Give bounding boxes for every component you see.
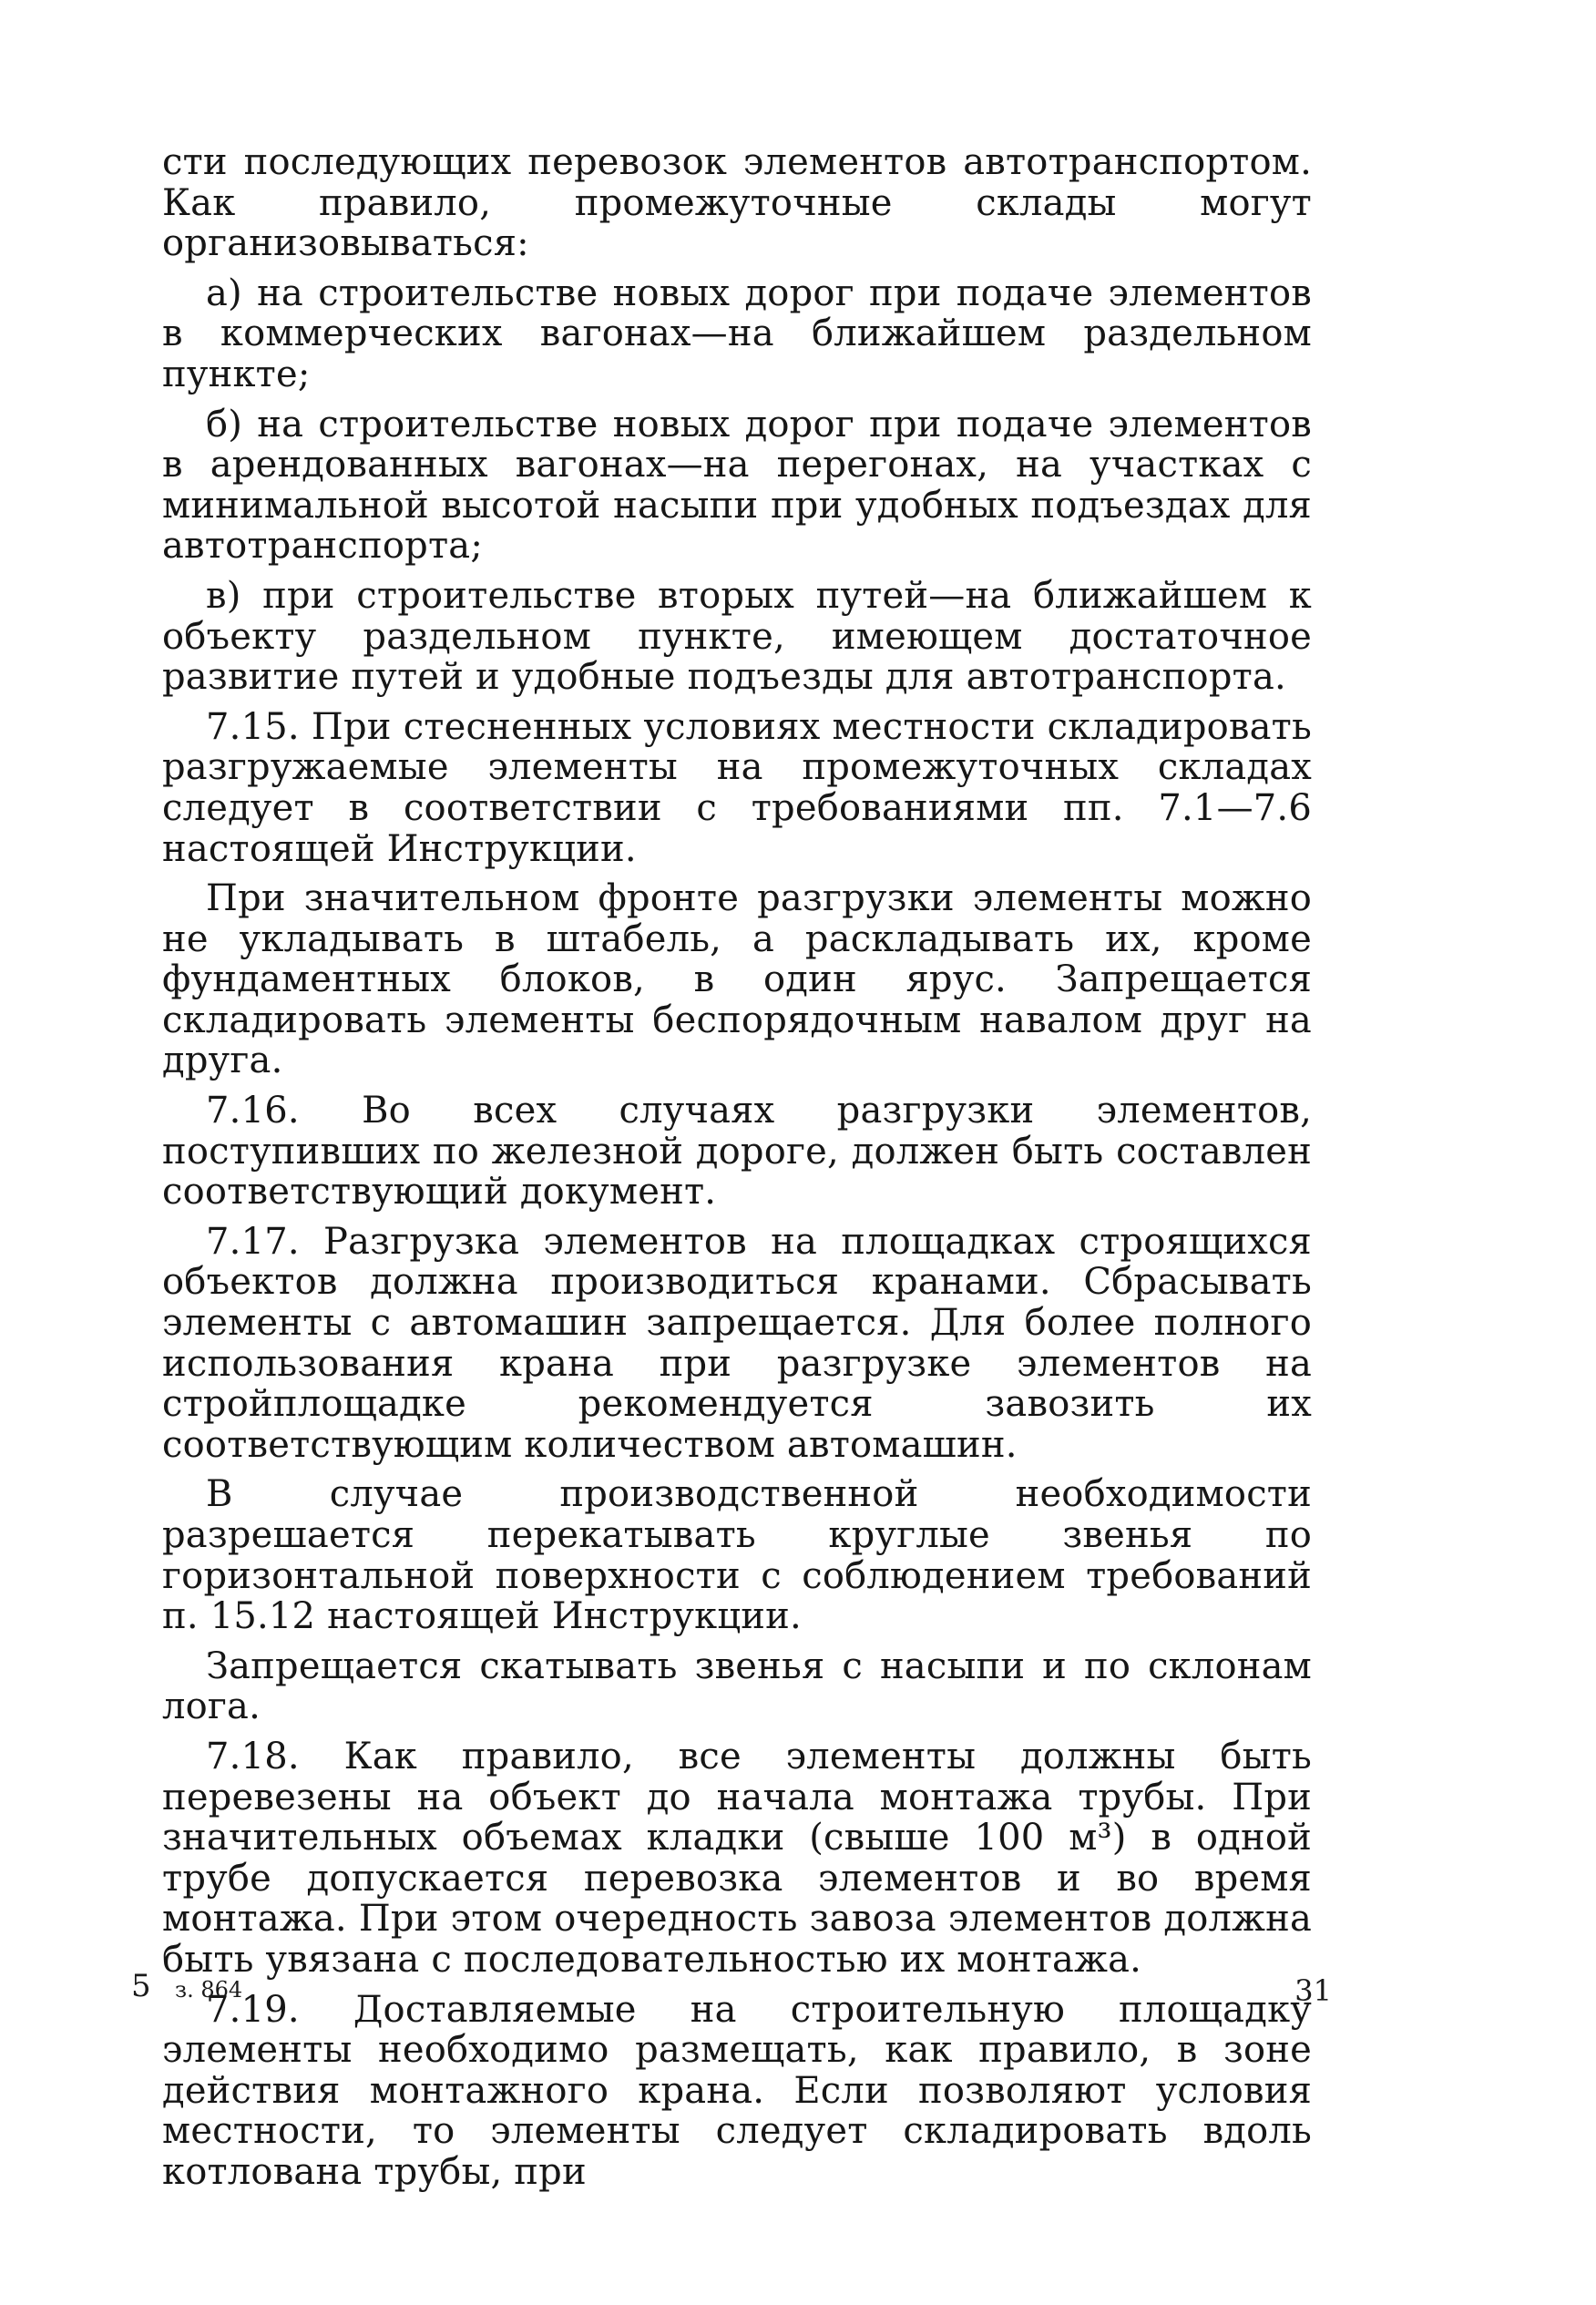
signature-number: 5 <box>131 1968 151 2004</box>
section-7-18: 7.18. Как правило, все элементы должны быть перевезены на объект до начала монтажа трубы. При значительных объемах кладки (свыше 100 м³) в одной трубе допускается перевозка элементов и во время монтажа. При этом очередность завоза элементов должна быть увязана с последовательностью их монтажа. <box>162 1735 1312 1981</box>
section-7-17: 7.17. Разгрузка элементов на площадках строящихся объектов должна производиться кранами. Сбрасывать элементы с автомашин запрещается. Для более полного использования крана при разгрузке элементов на стройплощадке рекомендуется завозить их соответствующим количеством автомашин. <box>162 1220 1312 1466</box>
paragraph-prohibition: Запрещается скатывать звенья с насыпи и по склонам лога. <box>162 1644 1312 1728</box>
list-item-b: б) на строительстве новых дорог при подаче элементов в арендованных вагонах—на перегонах, на участках с минимальной высотой насыпи при удобных подъездах для автотранспорта; <box>162 403 1312 568</box>
page-footer <box>131 1968 1332 2013</box>
paragraph-unloading-front: При значительном фронте разгрузки элементы можно не укладывать в штабель, а раскладывать их, кроме фундаментных блоков, в один ярус. Запрещается складировать элементы беспорядочным навалом друг на друга. <box>162 877 1312 1082</box>
section-7-19: 7.19. Доставляемые на строительную площадку элементы необходимо размещать, как правило, в зоне действия монтажного крана. Если позволяют условия местности, то элементы следует складировать вдоль котлована трубы, при <box>162 1988 1312 2193</box>
list-item-a: а) на строительстве новых дорог при подаче элементов в коммерческих вагонах—на ближайшем раздельном пункте; <box>162 271 1312 395</box>
list-item-c: в) при строительстве вторых путей—на ближайшем к объекту раздельном пункте, имеющем достаточное развитие путей и удобные подъезды для автотранспорта. <box>162 574 1312 699</box>
print-order-number: з. 864 <box>175 1977 243 2003</box>
paragraph-rolling-links: В случае производственной необходимости разрешается перекатывать круглые звенья по горизонтальной поверхности с соблюдением требований п. 15.12 настоящей Инструкции. <box>162 1473 1312 1638</box>
section-7-16: 7.16. Во всех случаях разгрузки элементов, поступивших по железной дороге, должен быть составлен соответствующий документ. <box>162 1090 1312 1214</box>
page-number: 31 <box>1294 1973 1332 2008</box>
paragraph-intro: сти последующих перевозок элементов автотранспортом. Как правило, промежуточные склады могут организовываться: <box>162 141 1312 265</box>
section-7-15: 7.15. При стесненных условиях местности складировать разгружаемые элементы на промежуточных складах следует в соответствии с требованиями пп. 7.1—7.6 настоящей Инструкции. <box>162 705 1312 870</box>
page-text <box>162 142 1312 2202</box>
